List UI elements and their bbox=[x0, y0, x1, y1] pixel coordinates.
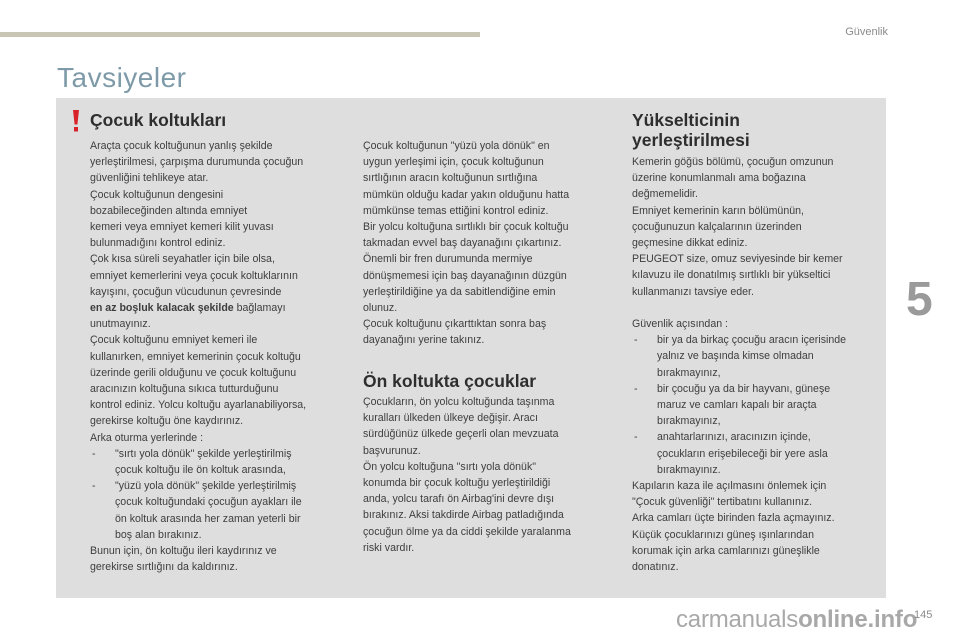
text-line: kullanmanızı tavsiye eder. bbox=[632, 285, 754, 298]
page-title: Tavsiyeler bbox=[57, 62, 187, 93]
text-line: kuralları ülkeden ülkeye değişir. Aracı bbox=[363, 412, 538, 425]
text-line: bırakmayınız, bbox=[657, 366, 721, 379]
text-line: yerleştirildiğine ya da sabitlendiğine emin bbox=[363, 285, 556, 298]
list-item bbox=[632, 429, 882, 478]
header-bar bbox=[0, 32, 480, 37]
text-line: anahtarlarınızı, aracınızın içinde, bbox=[657, 431, 811, 444]
text-line: Çocuk koltuğunu çıkarttıktan sonra baş bbox=[363, 318, 547, 331]
warning-exclamation-icon bbox=[71, 110, 81, 132]
text-line: bırakınız. Aksi takdirde Airbag patladığında bbox=[363, 509, 564, 522]
heading-line: Yükselticinin bbox=[632, 110, 740, 130]
text-line: Güvenlik açısından : bbox=[632, 318, 728, 330]
content-panel bbox=[56, 98, 886, 598]
heading-line: yerleştirilmesi bbox=[632, 130, 750, 150]
watermark-part: carmanuals bbox=[676, 606, 799, 633]
bold-tail: bağlamayı bbox=[233, 302, 286, 315]
text-line: mümkünse temas ettiğini kontrol ediniz. bbox=[363, 204, 549, 217]
text-line: yerleştirilmesi, çarpışma durumunda çocuğun bbox=[90, 156, 304, 169]
text-line: kılavuzu ile donatılmış sırtlıklı bir yükseltici bbox=[632, 269, 831, 282]
text-line: Ön yolcu koltuğuna "sırtı yola dönük" bbox=[363, 460, 536, 473]
list-item bbox=[632, 332, 882, 381]
text-line: emniyet kemerlerini veya çocuk koltuklarının bbox=[90, 269, 298, 282]
text-line: bırakmayınız, bbox=[657, 415, 721, 428]
text-line: çocuğun ölme ya da ciddi şekilde yaralanma bbox=[363, 525, 571, 538]
text-line: kontrol ediniz. Yolcu koltuğu ayarlanabiliyorsa, bbox=[90, 399, 307, 412]
list-dash: - bbox=[634, 431, 638, 444]
list-item bbox=[90, 478, 314, 543]
bold-phrase: en az boşluk kalacak şekilde bbox=[90, 302, 234, 315]
watermark-part-bold: online.info bbox=[798, 606, 918, 633]
text-line: Çocukların, ön yolcu koltuğunda taşınma bbox=[363, 396, 555, 408]
text-line: korumak için arka camlarınızı güneşlikle bbox=[632, 544, 820, 557]
chapter-number: 5 bbox=[906, 273, 933, 326]
text-line: uygun yerleşimi için, çocuk koltuğunun bbox=[363, 156, 544, 169]
text-line: "yüzü yola dönük" şekilde yerleştirilmiş bbox=[115, 480, 297, 493]
text-line: kayışını, çocuğun vücudunun çevresinde bbox=[90, 285, 282, 298]
text-line: maruz ve camları kapalı bir araçta bbox=[657, 399, 817, 412]
text-line: Önemli bir fren durumunda mermiye bbox=[363, 253, 533, 266]
heading-front-seat-children: Ön koltukta çocuklar bbox=[363, 371, 537, 391]
list-item bbox=[632, 381, 882, 430]
list-dash: - bbox=[92, 447, 96, 460]
text-line: geçmesine dikkat ediniz. bbox=[632, 237, 748, 250]
list-dash: - bbox=[92, 480, 96, 493]
text-line: güvenliğini tehlikeye atar. bbox=[90, 172, 209, 185]
text-line: Arka oturma yerlerinde : bbox=[90, 431, 204, 444]
list-item bbox=[90, 446, 314, 478]
text-line: takmadan evvel baş dayanağını çıkartınız. bbox=[363, 237, 562, 250]
text-line: "sırtı yola dönük" şekilde yerleştirilmiş bbox=[115, 447, 292, 460]
text-line: Çocuk koltuğunun "yüzü yola dönük" en bbox=[363, 140, 550, 152]
text-line: çocukların erişebileceği bir yere asla bbox=[657, 447, 828, 460]
text-line: başvurunuz. bbox=[363, 444, 421, 457]
text-line: çocuğunuzun kalçalarının üzerinden bbox=[632, 220, 802, 233]
text-line: kemeri veya emniyet kemeri kilit yuvası bbox=[90, 221, 274, 234]
text-line: riski vardır. bbox=[363, 541, 415, 554]
text-line: yalnız ve başında kimse olmadan bbox=[657, 350, 814, 363]
text-line: çocuk koltuğu ile ön koltuk arasında, bbox=[115, 464, 286, 477]
text-line: Çok kısa süreli seyahatler için bile olsa, bbox=[90, 253, 275, 266]
text-line: Bunun için, ön koltuğu ileri kaydırınız ve bbox=[90, 545, 277, 558]
text-line: kullanırken, emniyet kemerinin çocuk koltuğu bbox=[90, 350, 301, 363]
text-line: dönüşmemesi için baş dayanağının düzgün bbox=[363, 269, 567, 282]
list-dash: - bbox=[634, 334, 638, 347]
text-line: bozabileceğinden altında emniyet bbox=[90, 204, 248, 217]
text-line: bırakmayınız. bbox=[657, 463, 721, 476]
text-line: olunuz. bbox=[363, 302, 398, 315]
text-line: Çocuk koltuğunun dengesini bbox=[90, 188, 224, 201]
text-line: değmemelidir. bbox=[632, 188, 698, 201]
text-line: unutmayınız. bbox=[90, 318, 151, 331]
text-line: Bir yolcu koltuğuna sırtlıklı bir çocuk koltuğu bbox=[363, 221, 569, 234]
text-line: bir ya da birkaç çocuğu aracın içerisinde bbox=[657, 334, 847, 347]
text-line: donatınız. bbox=[632, 561, 679, 574]
text-line: üzerinde gerili olduğunu ve çocuk koltuğunu bbox=[90, 366, 297, 379]
text-line: aracınızın koltuğuna sıkıca tutturduğunu bbox=[90, 383, 279, 396]
text-line: Arka camları üçte birinden fazla açmayınız. bbox=[632, 512, 835, 525]
text-line: "Çocuk güvenliği" tertibatını kullanınız. bbox=[632, 496, 813, 509]
text-line: Kemerin göğüs bölümü, çocuğun omzunun bbox=[632, 156, 834, 168]
watermark bbox=[676, 606, 917, 634]
text-line: dayanağını yerine takınız. bbox=[363, 334, 485, 347]
text-line: gerekirse sırtlığını da kaldırınız. bbox=[90, 561, 238, 574]
heading-booster bbox=[632, 110, 882, 150]
text-line: PEUGEOT size, omuz seviyesinde bir kemer bbox=[632, 253, 843, 266]
list-dash: - bbox=[634, 382, 638, 395]
heading-child-seats: Çocuk koltukları bbox=[90, 110, 227, 130]
text-line: Küçük çocuklarınızı güneş ışınlarından bbox=[632, 528, 814, 541]
text-line: Araçta çocuk koltuğunun yanlış şekilde bbox=[90, 140, 273, 152]
text-line: gerekirse koltuğu öne kaydırınız. bbox=[90, 415, 244, 428]
text-line: çocuk koltuğundaki çocuğun ayakları ile bbox=[115, 496, 302, 509]
section-name: Güvenlik bbox=[845, 26, 888, 38]
text-line: boş alan bırakınız. bbox=[115, 528, 202, 541]
text-line: sırtlığının aracın koltuğunun sırtlığına bbox=[363, 172, 538, 185]
text-line: üzerine konumlanmalı ama boğazına bbox=[632, 172, 806, 185]
text-line: bir çocuğu ya da bir hayvanı, güneşe bbox=[657, 382, 831, 395]
text-line: sürdüğünüz ülkede geçerli olan mevzuata bbox=[363, 428, 559, 441]
text-line: Kapıların kaza ile açılmasını önlemek için bbox=[632, 480, 827, 493]
text-line: Emniyet kemerinin karın bölümünün, bbox=[632, 204, 804, 217]
text-line: anda, yolcu tarafı ön Airbag'ini devre dışı bbox=[363, 493, 555, 506]
text-line-bold-emphasis bbox=[90, 300, 314, 316]
text-line: mümkün olduğu kadar yakın olduğunu hatta bbox=[363, 188, 570, 201]
text-line: konumda bir çocuk koltuğu yerleştirildiği bbox=[363, 477, 551, 490]
page-number: 145 bbox=[914, 609, 933, 621]
text-line: ön koltuk arasında her zaman yeterli bir bbox=[115, 512, 301, 525]
text-line: Çocuk koltuğunu emniyet kemeri ile bbox=[90, 334, 258, 347]
text-line: bulunmadığını kontrol ediniz. bbox=[90, 237, 226, 250]
